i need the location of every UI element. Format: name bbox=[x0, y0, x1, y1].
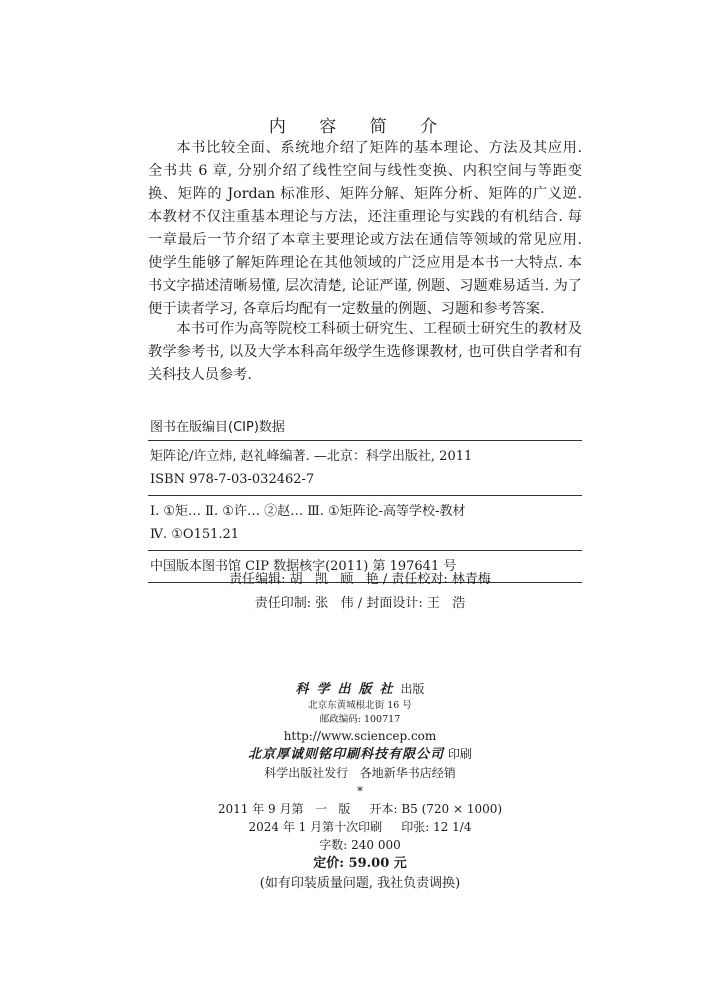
cip-isbn: ISBN 978-7-03-032462-7 bbox=[150, 472, 315, 487]
cip-classification-block bbox=[148, 496, 582, 551]
publisher-postcode: 邮政编码: 100717 bbox=[319, 714, 401, 725]
publisher-line bbox=[0, 680, 720, 699]
distribution-line: 科学出版社发行 各地新华书店经销 bbox=[264, 766, 456, 780]
publisher-name: 科学出版社 bbox=[295, 682, 401, 697]
responsible-editors bbox=[0, 568, 720, 616]
printer-suffix: 印刷 bbox=[447, 747, 472, 761]
cip-record bbox=[148, 410, 582, 583]
editors-line-2: 责任印制: 张 伟 / 封面设计: 王 浩 bbox=[254, 596, 466, 611]
quality-note: (如有印装质量问题, 我社负责调换) bbox=[259, 876, 461, 891]
editors-line-1: 责任编辑: 胡 凯 顾 艳 / 责任校对: 林青梅 bbox=[229, 572, 491, 587]
cip-author-block bbox=[148, 441, 582, 496]
printer-line bbox=[0, 745, 720, 764]
printer-name: 北京厚诚则铭印刷科技有限公司 bbox=[248, 747, 445, 762]
edition-line: 2011 年 9 月第 一 版 开本: B5 (720 × 1000) bbox=[217, 802, 503, 816]
cip-classification-line-1: Ⅰ. ①矩… Ⅱ. ①许… ②赵… Ⅲ. ①矩阵论-高等学校-教材 bbox=[150, 504, 466, 519]
publisher-url: http://www.sciencep.com bbox=[283, 729, 437, 743]
cip-author-line: 矩阵论/许立炜, 赵礼峰编著. —北京：科学出版社, 2011 bbox=[150, 449, 473, 464]
price: 定价: 59.00 元 bbox=[313, 856, 407, 871]
publisher-suffix: 出版 bbox=[400, 682, 425, 696]
printing-line: 2024 年 1 月第十次印刷 印张: 12 1/4 bbox=[248, 820, 472, 834]
page-title: 内 容 简 介 bbox=[268, 117, 452, 137]
cip-classification-line-2: Ⅳ. ①O151.21 bbox=[150, 527, 240, 542]
colophon bbox=[0, 680, 720, 894]
separator-star: * bbox=[357, 784, 363, 798]
cip-heading: 图书在版编目(CIP)数据 bbox=[148, 410, 582, 441]
cip-record-number: 中国版本图书馆 CIP 数据核字(2011) 第 197641 号 bbox=[150, 559, 457, 574]
word-count: 字数: 240 000 bbox=[319, 838, 401, 852]
intro-paragraph-2: 本书可作为高等院校工科硕士研究生、工程硕士研究生的教材及教学参考书, 以及大学本科高年级学生选修课教材, 也可供自学者和有关科技人员参考. bbox=[148, 321, 582, 383]
publisher-address: 北京东黄城根北街 16 号 bbox=[308, 700, 412, 711]
intro-paragraph-1: 本书比较全面、系统地介绍了矩阵的基本理论、方法及其应用. 全书共 6 章, 分别介绍了线性空间与线性变换、内积空间与等距变换、矩阵的 Jordan 标准形、矩阵分解、矩阵分析、矩阵的广义逆. 本教材不仅注重基本理论与方法，还注重理论与实践的有机结合. 每一章最后一节介绍了本章主要理论或方法在通信等领域的常见应用. 使学生能够了解矩阵理论在其他领域的广泛应用是本书一大特点. 本书文字描述清晰易懂, 层次清楚, 论证严谨, 例题、习题难易适当. 为了便于读者学习, 各章后均配有一定数量的例题、习题和参考答案. bbox=[148, 140, 582, 317]
